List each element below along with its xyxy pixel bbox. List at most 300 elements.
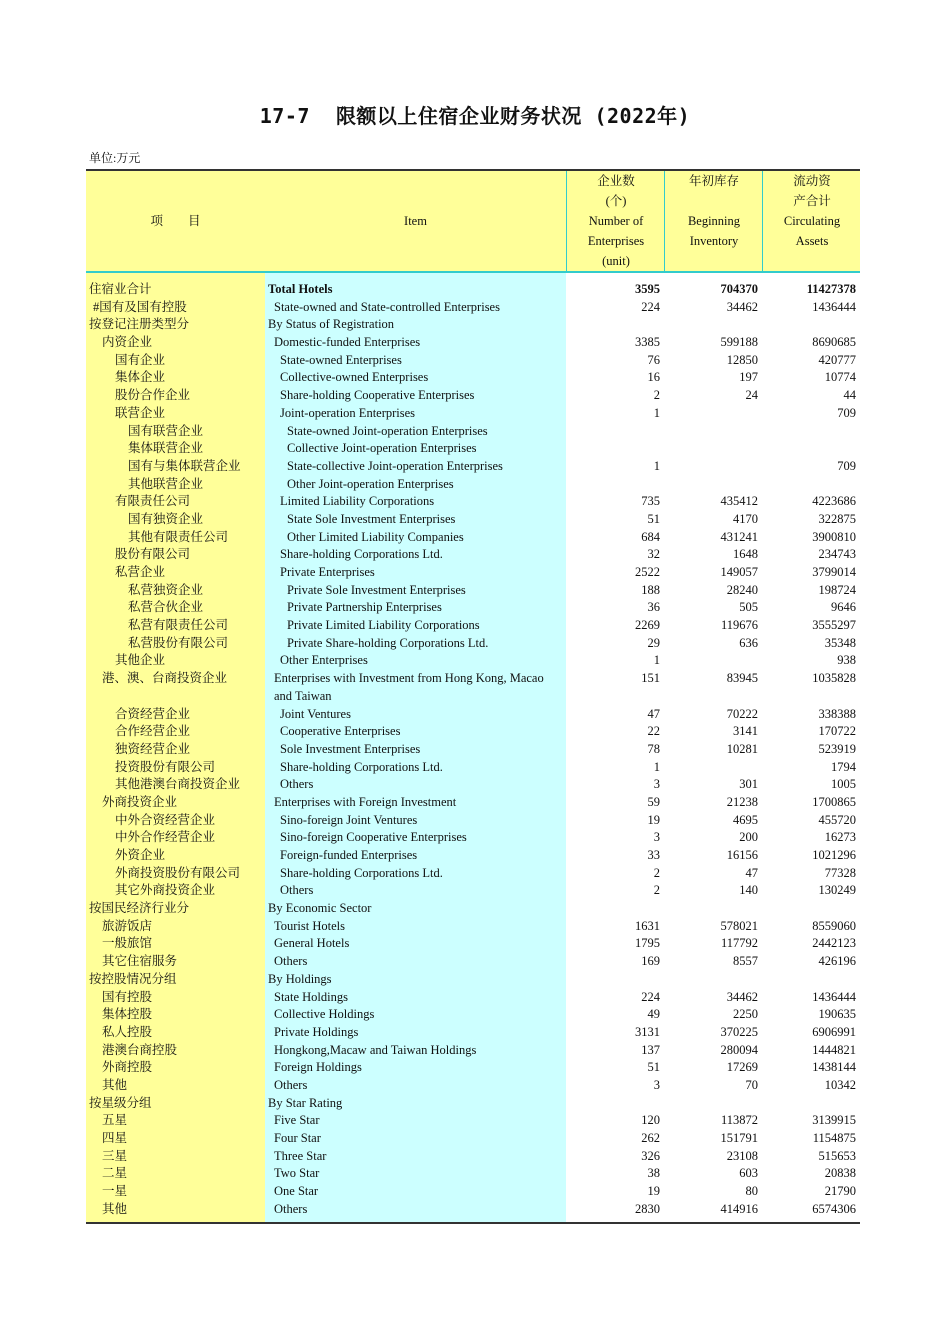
inventory-value: 3141 xyxy=(733,724,758,739)
row-label-en: Collective Holdings xyxy=(274,1007,375,1022)
table-row xyxy=(86,776,860,794)
table-row xyxy=(86,369,860,387)
table-row xyxy=(86,741,860,759)
enterprises-value: 120 xyxy=(641,1113,660,1128)
enterprises-value: 684 xyxy=(641,529,660,544)
table-row xyxy=(86,564,860,582)
enterprises-value: 19 xyxy=(647,1184,660,1199)
row-label-cn: 合作经营企业 xyxy=(115,724,191,739)
table-row xyxy=(86,1165,860,1183)
assets-value: 77328 xyxy=(824,865,856,880)
row-label-cn: 国有与集体联营企业 xyxy=(128,458,241,473)
row-label-en: Other Limited Liability Companies xyxy=(287,529,464,544)
assets-value: 6574306 xyxy=(812,1201,856,1216)
assets-value: 1436444 xyxy=(812,989,856,1004)
table-row xyxy=(86,617,860,635)
assets-value xyxy=(762,900,860,918)
row-label-en: Share-holding Corporations Ltd. xyxy=(280,759,443,774)
inventory-value xyxy=(664,316,762,334)
header-enterprises xyxy=(566,171,665,271)
enterprises-value: 3131 xyxy=(635,1024,660,1039)
inventory-value: 704370 xyxy=(720,282,758,296)
row-label-cn: 五星 xyxy=(102,1113,128,1128)
enterprises-value: 137 xyxy=(641,1042,660,1057)
inventory-value xyxy=(664,458,762,476)
inventory-value: 140 xyxy=(739,883,758,898)
assets-value: 523919 xyxy=(818,741,856,756)
enterprises-value: 47 xyxy=(647,706,660,721)
assets-value: 8690685 xyxy=(812,335,856,350)
table-row xyxy=(86,829,860,847)
table-row xyxy=(86,1201,860,1219)
row-label-en: Hongkong,Macaw and Taiwan Holdings xyxy=(274,1042,477,1057)
assets-value: 10774 xyxy=(824,370,856,385)
table-row xyxy=(86,670,860,705)
assets-value: 16273 xyxy=(824,830,856,845)
row-label-cn: 其他联营企业 xyxy=(128,476,204,491)
row-label-en: Private Sole Investment Enterprises xyxy=(287,582,466,597)
table-row xyxy=(86,387,860,405)
table-row xyxy=(86,935,860,953)
enterprises-value: 33 xyxy=(647,848,660,863)
row-label-en: Enterprises with Foreign Investment xyxy=(274,794,457,809)
row-label-en: Private Share-holding Corporations Ltd. xyxy=(287,635,489,650)
table-title: 限额以上住宿企业财务状况 (2022年) xyxy=(335,104,691,128)
table-row xyxy=(86,1095,860,1113)
table-row xyxy=(86,1130,860,1148)
table-row xyxy=(86,635,860,653)
table-row xyxy=(86,723,860,741)
enterprises-value: 2269 xyxy=(635,618,660,633)
row-label-en: Two Star xyxy=(274,1166,320,1181)
row-label-en: Others xyxy=(274,1201,308,1216)
table-row xyxy=(86,334,860,352)
row-label-cn: 港澳台商控股 xyxy=(102,1042,178,1057)
enterprises-value: 3 xyxy=(653,830,660,845)
assets-value xyxy=(762,1095,860,1113)
table-row xyxy=(86,1183,860,1201)
enterprises-value: 1795 xyxy=(635,936,660,951)
enterprises-value: 16 xyxy=(647,370,660,385)
assets-value: 44 xyxy=(843,388,856,403)
header-text: (unit) xyxy=(602,254,630,268)
row-label-cn: 旅游饭店 xyxy=(102,918,153,933)
inventory-value: 197 xyxy=(739,370,758,385)
enterprises-value xyxy=(566,1095,664,1113)
inventory-value: 113872 xyxy=(720,1113,758,1128)
table-row xyxy=(86,423,860,441)
inventory-value: 431241 xyxy=(720,529,758,544)
financial-table xyxy=(86,169,860,1224)
row-label-cn: 按登记注册类型分 xyxy=(89,317,190,332)
table-row xyxy=(86,989,860,1007)
row-label-en: Collective-owned Enterprises xyxy=(280,370,429,385)
assets-value: 190635 xyxy=(818,1007,856,1022)
row-label-cn: 私营有限责任公司 xyxy=(128,618,229,633)
row-label-en: Enterprises with Investment from Hong Kong, Macao and Taiwan xyxy=(274,671,544,703)
table-row xyxy=(86,652,860,670)
inventory-value: 370225 xyxy=(720,1024,758,1039)
table-row xyxy=(86,759,860,777)
table-row xyxy=(86,440,860,458)
row-label-en: Four Star xyxy=(274,1131,321,1146)
header-text: 产合计 xyxy=(793,194,831,208)
enterprises-value: 32 xyxy=(647,547,660,562)
table-row xyxy=(86,1059,860,1077)
inventory-value: 21238 xyxy=(726,794,758,809)
table-row xyxy=(86,1006,860,1024)
enterprises-value: 36 xyxy=(647,600,660,615)
enterprises-value: 29 xyxy=(647,635,660,650)
row-label-en: By Holdings xyxy=(268,971,332,986)
row-label-en: Other Joint-operation Enterprises xyxy=(287,476,454,491)
header-text: 流动资 xyxy=(793,174,831,188)
enterprises-value: 51 xyxy=(647,511,660,526)
enterprises-value: 2 xyxy=(653,883,660,898)
assets-value: 3799014 xyxy=(812,565,856,579)
table-row xyxy=(86,316,860,334)
row-label-cn: 按星级分组 xyxy=(89,1095,152,1110)
row-label-en: State-collective Joint-operation Enterprises xyxy=(287,458,503,473)
row-label-en: Share-holding Corporations Ltd. xyxy=(280,865,443,880)
header-text: Beginning xyxy=(687,214,741,228)
row-label-en: Private Enterprises xyxy=(280,565,375,579)
assets-value: 515653 xyxy=(818,1148,856,1163)
enterprises-value: 224 xyxy=(641,299,660,314)
enterprises-value: 735 xyxy=(641,494,660,509)
row-label-en: State Holdings xyxy=(274,989,348,1004)
inventory-value: 603 xyxy=(739,1166,758,1181)
table-row xyxy=(86,1077,860,1095)
enterprises-value: 169 xyxy=(641,954,660,969)
table-row xyxy=(86,493,860,511)
row-label-cn: 住宿业合计 xyxy=(89,282,152,296)
table-row xyxy=(86,511,860,529)
row-label-en: Others xyxy=(274,954,308,969)
inventory-value xyxy=(664,900,762,918)
inventory-value: 83945 xyxy=(726,671,758,686)
inventory-value xyxy=(664,759,762,777)
row-label-cn: 股份有限公司 xyxy=(115,547,191,562)
table-header xyxy=(86,169,860,273)
row-label-en: Share-holding Corporations Ltd. xyxy=(280,547,443,562)
row-label-cn: 私营合伙企业 xyxy=(128,600,204,615)
row-label-en: By Star Rating xyxy=(268,1095,343,1110)
row-label-en: Total Hotels xyxy=(268,282,333,296)
inventory-value: 8557 xyxy=(733,954,758,969)
row-label-en: State Sole Investment Enterprises xyxy=(287,511,456,526)
row-label-en: Collective Joint-operation Enterprises xyxy=(287,441,477,456)
assets-value: 1438144 xyxy=(812,1060,856,1075)
table-row xyxy=(86,847,860,865)
enterprises-value: 1 xyxy=(653,759,660,774)
table-row xyxy=(86,865,860,883)
enterprises-value: 3385 xyxy=(635,335,660,350)
assets-value: 1794 xyxy=(831,759,856,774)
assets-value: 8559060 xyxy=(812,918,856,933)
row-label-cn: 外资企业 xyxy=(115,848,166,863)
inventory-value: 4170 xyxy=(733,511,758,526)
assets-value: 938 xyxy=(837,653,856,668)
enterprises-value: 188 xyxy=(641,582,660,597)
inventory-value: 599188 xyxy=(720,335,758,350)
unit-label: 单位:万元 xyxy=(89,151,141,165)
row-label-en: State-owned Joint-operation Enterprises xyxy=(287,423,488,438)
table-row xyxy=(86,458,860,476)
inventory-value xyxy=(664,405,762,423)
row-label-en: Sole Investment Enterprises xyxy=(280,741,421,756)
row-label-cn: 国有控股 xyxy=(102,989,153,1004)
inventory-value xyxy=(664,1095,762,1113)
inventory-value: 200 xyxy=(739,830,758,845)
row-label-en: One Star xyxy=(274,1184,319,1199)
header-assets xyxy=(762,171,861,271)
row-label-en: Foreign Holdings xyxy=(274,1060,362,1075)
assets-value: 3139915 xyxy=(812,1113,856,1128)
enterprises-value xyxy=(566,316,664,334)
row-label-cn: 一般旅馆 xyxy=(102,936,153,951)
row-label-en: By Status of Registration xyxy=(268,317,395,332)
row-label-cn: 港、澳、台商投资企业 xyxy=(102,671,228,686)
header-item-cn: 项 目 xyxy=(150,214,201,228)
enterprises-value: 2830 xyxy=(635,1201,660,1216)
assets-value xyxy=(762,971,860,989)
assets-value: 35348 xyxy=(824,635,856,650)
row-label-cn: 集体联营企业 xyxy=(128,441,204,456)
table-row xyxy=(86,529,860,547)
row-label-cn: 股份合作企业 xyxy=(115,388,191,403)
row-label-cn: 其它住宿服务 xyxy=(102,954,178,969)
assets-value: 170722 xyxy=(818,724,856,739)
row-label-en: Sino-foreign Joint Ventures xyxy=(280,812,418,827)
table-row xyxy=(86,812,860,830)
row-label-cn: 有限责任公司 xyxy=(115,494,191,509)
row-label-cn: 联营企业 xyxy=(115,405,166,420)
enterprises-value: 49 xyxy=(647,1007,660,1022)
inventory-value xyxy=(664,440,762,458)
row-label-en: Private Holdings xyxy=(274,1024,359,1039)
enterprises-value: 1 xyxy=(653,653,660,668)
table-row xyxy=(86,1042,860,1060)
row-label-en: General Hotels xyxy=(274,936,350,951)
inventory-value: 414916 xyxy=(720,1201,758,1216)
row-label-cn: #国有及国有控股 xyxy=(93,299,187,314)
row-label-en: State-owned Enterprises xyxy=(280,352,402,367)
header-inventory xyxy=(664,171,763,271)
inventory-value: 151791 xyxy=(720,1131,758,1146)
row-label-cn: 私营企业 xyxy=(115,565,166,579)
inventory-value xyxy=(664,476,762,494)
inventory-value: 12850 xyxy=(726,352,758,367)
inventory-value xyxy=(664,423,762,441)
enterprises-value: 224 xyxy=(641,989,660,1004)
row-label-en: Three Star xyxy=(274,1148,327,1163)
assets-value: 322875 xyxy=(818,511,856,526)
assets-value: 234743 xyxy=(818,547,856,562)
inventory-value xyxy=(664,971,762,989)
row-label-en: Joint Ventures xyxy=(280,706,351,721)
inventory-value: 2250 xyxy=(733,1007,758,1022)
row-label-en: Share-holding Cooperative Enterprises xyxy=(280,388,475,403)
enterprises-value: 19 xyxy=(647,812,660,827)
row-label-cn: 私营股份有限公司 xyxy=(128,635,229,650)
inventory-value: 280094 xyxy=(720,1042,758,1057)
row-label-en: Five Star xyxy=(274,1113,320,1128)
row-label-en: Joint-operation Enterprises xyxy=(280,405,416,420)
row-label-en: Others xyxy=(274,1077,308,1092)
assets-value: 198724 xyxy=(818,582,856,597)
assets-value: 4223686 xyxy=(812,494,856,509)
page-title xyxy=(0,100,950,129)
assets-value: 1005 xyxy=(831,777,856,792)
header-text: Number of xyxy=(588,214,644,228)
row-label-en: Others xyxy=(280,883,314,898)
row-label-cn: 中外合作经营企业 xyxy=(115,830,216,845)
row-label-cn: 按国民经济行业分 xyxy=(89,901,190,916)
row-label-cn: 内资企业 xyxy=(102,335,153,350)
inventory-value: 1648 xyxy=(733,547,758,562)
enterprises-value: 3 xyxy=(653,1077,660,1092)
header-text: Enterprises xyxy=(587,234,645,248)
assets-value: 455720 xyxy=(818,812,856,827)
row-label-en: Sino-foreign Cooperative Enterprises xyxy=(280,830,467,845)
header-text xyxy=(665,191,763,211)
header-text: 年初库存 xyxy=(688,174,739,188)
assets-value xyxy=(762,440,860,458)
assets-value: 1700865 xyxy=(812,794,856,809)
assets-value: 1021296 xyxy=(812,848,856,863)
inventory-value: 149057 xyxy=(720,565,758,579)
enterprises-value: 262 xyxy=(641,1131,660,1146)
header-text: Assets xyxy=(795,234,829,248)
table-row xyxy=(86,599,860,617)
assets-value: 11427378 xyxy=(806,282,856,296)
row-label-cn: 其他企业 xyxy=(115,653,166,668)
row-label-cn: 其它外商投资企业 xyxy=(115,883,216,898)
inventory-value: 578021 xyxy=(720,918,758,933)
table-row xyxy=(86,405,860,423)
enterprises-value xyxy=(566,476,664,494)
assets-value: 6906991 xyxy=(812,1024,856,1039)
enterprises-value: 3 xyxy=(653,777,660,792)
table-row xyxy=(86,281,860,299)
table-row xyxy=(86,971,860,989)
inventory-value: 117792 xyxy=(720,936,758,951)
row-label-cn: 四星 xyxy=(102,1131,128,1146)
enterprises-value: 151 xyxy=(641,671,660,686)
row-label-cn: 国有独资企业 xyxy=(128,511,204,526)
header-text: Inventory xyxy=(689,234,739,248)
row-label-en: Foreign-funded Enterprises xyxy=(280,848,418,863)
enterprises-value xyxy=(566,900,664,918)
assets-value: 9646 xyxy=(831,600,856,615)
assets-value: 709 xyxy=(837,458,856,473)
row-label-en: Other Enterprises xyxy=(280,653,368,668)
header-text: (个) xyxy=(605,194,627,208)
table-row xyxy=(86,1024,860,1042)
enterprises-value: 326 xyxy=(641,1148,660,1163)
table-row xyxy=(86,900,860,918)
assets-value: 3555297 xyxy=(812,618,856,633)
table-row xyxy=(86,352,860,370)
enterprises-value: 51 xyxy=(647,1060,660,1075)
row-label-en: Private Limited Liability Corporations xyxy=(287,618,480,633)
enterprises-value: 2 xyxy=(653,388,660,403)
enterprises-value: 2 xyxy=(653,865,660,880)
row-label-en: By Economic Sector xyxy=(268,901,372,916)
enterprises-value: 1631 xyxy=(635,918,660,933)
inventory-value: 28240 xyxy=(726,582,758,597)
table-row xyxy=(86,706,860,724)
row-label-cn: 国有联营企业 xyxy=(128,423,204,438)
enterprises-value: 1 xyxy=(653,405,660,420)
table-row xyxy=(86,546,860,564)
inventory-value: 636 xyxy=(739,635,758,650)
inventory-value: 23108 xyxy=(726,1148,758,1163)
enterprises-value: 2522 xyxy=(635,565,660,579)
table-row xyxy=(86,582,860,600)
enterprises-value: 76 xyxy=(647,352,660,367)
enterprises-value: 59 xyxy=(647,794,660,809)
assets-value: 1154875 xyxy=(812,1131,856,1146)
row-label-en: Private Partnership Enterprises xyxy=(287,600,442,615)
row-label-cn: 投资股份有限公司 xyxy=(115,759,216,774)
assets-value: 130249 xyxy=(818,883,856,898)
enterprises-value: 1 xyxy=(653,458,660,473)
row-label-cn: 其他 xyxy=(102,1201,128,1216)
row-label-en: Domestic-funded Enterprises xyxy=(274,335,421,350)
inventory-value: 435412 xyxy=(720,494,758,509)
row-label-cn: 中外合资经营企业 xyxy=(115,812,216,827)
assets-value: 1444821 xyxy=(812,1042,856,1057)
inventory-value: 4695 xyxy=(733,812,758,827)
row-label-cn: 外商控股 xyxy=(102,1060,153,1075)
inventory-value xyxy=(664,652,762,670)
inventory-value: 301 xyxy=(739,777,758,792)
row-label-cn: 外商投资企业 xyxy=(102,794,178,809)
inventory-value: 80 xyxy=(745,1184,758,1199)
table-row xyxy=(86,476,860,494)
inventory-value: 34462 xyxy=(726,989,758,1004)
row-label-cn: 按控股情况分组 xyxy=(89,971,177,986)
assets-value xyxy=(762,423,860,441)
assets-value: 21790 xyxy=(824,1184,856,1199)
assets-value: 2442123 xyxy=(812,936,856,951)
row-label-cn: 合资经营企业 xyxy=(115,706,191,721)
assets-value: 338388 xyxy=(818,706,856,721)
assets-value xyxy=(762,316,860,334)
inventory-value: 17269 xyxy=(726,1060,758,1075)
inventory-value: 70222 xyxy=(726,706,758,721)
row-label-en: Limited Liability Corporations xyxy=(280,494,435,509)
table-row xyxy=(86,953,860,971)
row-label-cn: 集体企业 xyxy=(115,370,166,385)
table-row xyxy=(86,1148,860,1166)
assets-value: 10342 xyxy=(824,1077,856,1092)
enterprises-value: 38 xyxy=(647,1166,660,1181)
row-label-cn: 外商投资股份有限公司 xyxy=(115,865,241,880)
inventory-value: 119676 xyxy=(720,618,758,633)
row-label-cn: 独资经营企业 xyxy=(115,741,191,756)
inventory-value: 47 xyxy=(745,865,758,880)
row-label-cn: 二星 xyxy=(102,1166,128,1181)
inventory-value: 70 xyxy=(745,1077,758,1092)
inventory-value: 24 xyxy=(745,388,758,403)
enterprises-value xyxy=(566,440,664,458)
table-row xyxy=(86,1112,860,1130)
table-row xyxy=(86,299,860,317)
assets-value: 1035828 xyxy=(812,671,856,686)
